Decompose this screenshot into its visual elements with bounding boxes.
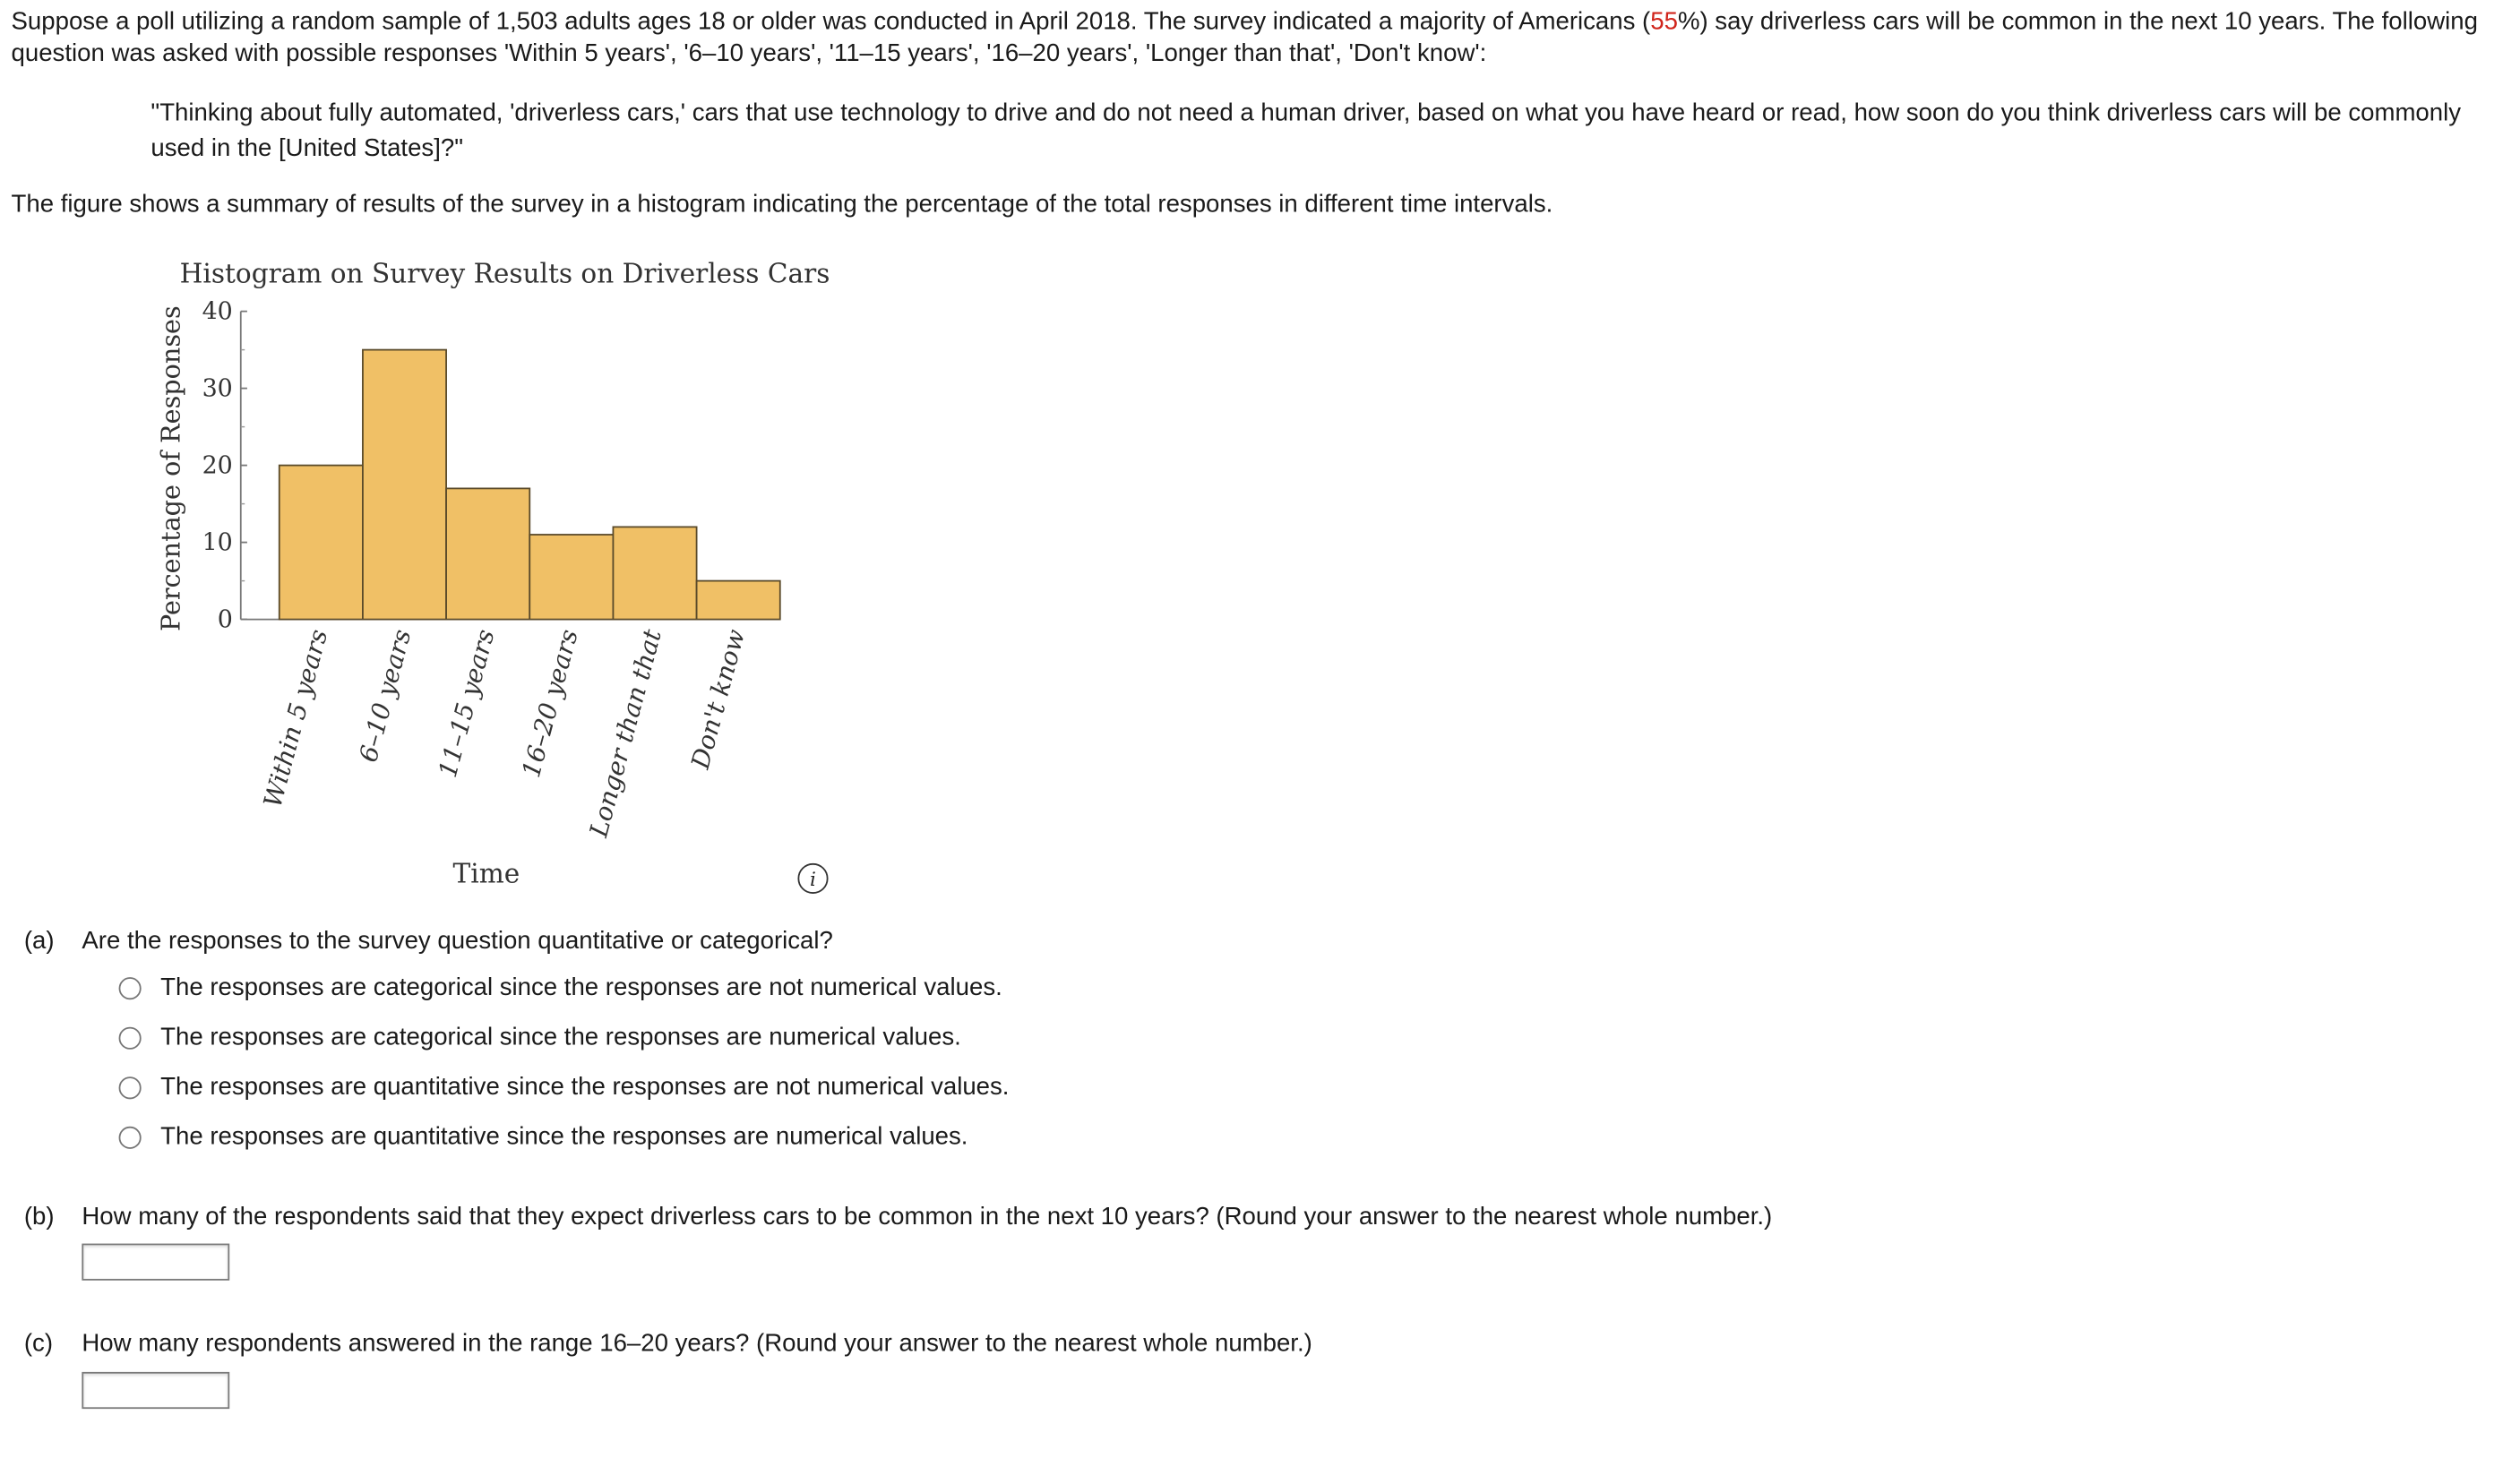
question-c bbox=[24, 1329, 1312, 1361]
y-tick-label: 40 bbox=[202, 297, 233, 326]
problem-intro bbox=[12, 6, 2491, 71]
y-tick-label: 20 bbox=[202, 451, 233, 480]
option-label: The responses are categorical since the responses are not numerical values. bbox=[160, 973, 1002, 1002]
histogram-chart bbox=[144, 244, 850, 910]
majority-percent-highlight: 55 bbox=[1650, 7, 1678, 36]
intro-text-before: Suppose a poll utilizing a random sample of 1,503 adults ages 18 or older was conducted in April 2018. The survey indicated a majority of Americans ( bbox=[11, 7, 1651, 36]
y-tick-label: 0 bbox=[217, 605, 233, 634]
histogram-bar bbox=[697, 581, 780, 620]
question-b-text: How many of the respondents said that they expect driverless cars to be common in the next 10 years? (Round your answer to the nearest whole number.) bbox=[82, 1203, 1773, 1231]
question-a-label: (a) bbox=[23, 927, 55, 956]
histogram-bar bbox=[613, 527, 696, 619]
survey-question-quote: "Thinking about fully automated, 'driverless cars,' cars that use technology to drive and do not need a human driver, based on what you have heard or read, how soon do you think driverless cars will be commonly used in the [United States]?" bbox=[151, 99, 2462, 162]
x-tick-label: Longer than that bbox=[583, 626, 667, 841]
figure-caption: The figure shows a summary of results of the survey in a histogram indicating the percentage of the total responses in different time intervals. bbox=[11, 191, 1553, 219]
question-b bbox=[24, 1202, 1772, 1234]
option-label: The responses are categorical since the responses are numerical values. bbox=[160, 1024, 961, 1051]
option-label: The responses are quantitative since the responses are numerical values. bbox=[160, 1123, 968, 1151]
radio-button[interactable] bbox=[119, 1076, 142, 1099]
radio-button[interactable] bbox=[119, 1027, 142, 1050]
x-tick-label: 16–20 years bbox=[516, 626, 584, 781]
x-tick-labels bbox=[258, 625, 752, 841]
chart-title: Histogram on Survey Results on Driverless Cars bbox=[179, 258, 830, 289]
histogram-bar bbox=[529, 535, 613, 620]
radio-button[interactable] bbox=[119, 977, 142, 999]
histogram-bar bbox=[363, 350, 446, 620]
bars bbox=[280, 350, 780, 620]
x-axis-label: Time bbox=[452, 858, 520, 889]
y-tick-label: 30 bbox=[202, 374, 233, 403]
question-b-label: (b) bbox=[23, 1203, 55, 1231]
histogram-svg bbox=[144, 244, 850, 910]
y-tick-label: 10 bbox=[202, 528, 233, 557]
x-tick-label: 6–10 years bbox=[353, 626, 417, 766]
histogram-bar bbox=[446, 488, 529, 619]
info-icon[interactable]: i bbox=[797, 863, 828, 894]
option-a4[interactable] bbox=[119, 1121, 968, 1153]
x-tick-label: Don't know bbox=[684, 626, 752, 772]
question-a bbox=[24, 926, 833, 958]
option-a1[interactable] bbox=[119, 973, 1002, 1005]
question-c-text: How many respondents answered in the range 16–20 years? (Round your answer to the nearest whole number.) bbox=[82, 1330, 1312, 1358]
question-a-text: Are the responses to the survey question quantitative or categorical? bbox=[82, 927, 833, 956]
radio-button[interactable] bbox=[119, 1127, 142, 1149]
intro-text-after: %) say driverless cars will be common in the next 10 years. The following question was asked with possible responses 'Within 5 years', '6–10 years', '11–15 years', '16–20 years', 'Longer than that', 'Don't know': bbox=[11, 7, 2478, 68]
question-b-answer-input[interactable] bbox=[82, 1244, 229, 1281]
question-c-label: (c) bbox=[23, 1330, 54, 1358]
option-a2[interactable] bbox=[119, 1022, 961, 1054]
option-a3[interactable] bbox=[119, 1072, 1010, 1104]
question-c-answer-input[interactable] bbox=[82, 1372, 229, 1409]
x-tick-label: Within 5 years bbox=[257, 626, 334, 811]
option-label: The responses are quantitative since the responses are not numerical values. bbox=[160, 1073, 1010, 1102]
histogram-bar bbox=[280, 466, 363, 620]
x-tick-label: 11–15 years bbox=[432, 626, 501, 781]
y-axis-label: Percentage of Responses bbox=[155, 305, 186, 632]
